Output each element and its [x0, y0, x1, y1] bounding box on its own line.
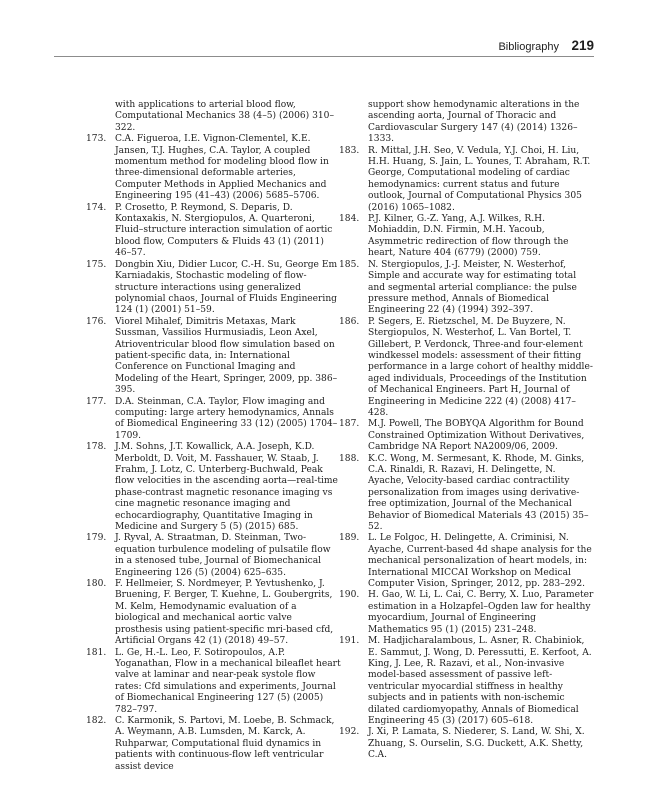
continuation-text: with applications to arterial blood flow, Computational Mechanics 38 (4–5) (2006) 310–322. [115, 100, 335, 133]
reference-number: 183. [339, 145, 360, 156]
reference-text: K.C. Wong, M. Sermesant, K. Rhode, M. Ginks, C.A. Rinaldi, R. Razavi, H. Delingette, N. Ayache, Velocity-based cardiac contractility personalization from images using derivative-free optimization, Journal of the Mechanical Behavior of Biomedical Materials 43 (2015) 35–52. [368, 453, 589, 533]
reference-text: Viorel Mihalef, Dimitris Metaxas, Mark Sussman, Vassilios Hurmusiadis, Leon Axel, Atrioventricular blood flow simulation based on patient-specific data, in: International Conference on Functional Imaging and Modeling of the Heart, Springer, 2009, pp. 386–395. [115, 316, 338, 396]
reference-text: J. Xi, P. Lamata, S. Niederer, S. Land, W. Shi, X. Zhuang, S. Ourselin, S.G. Duckett, A.K. Shetty, C.A. [368, 727, 585, 761]
reference-entry [86, 442, 341, 533]
reference-number: 181. [86, 647, 107, 658]
reference-number: 173. [86, 134, 107, 145]
reference-list-right [339, 146, 594, 762]
reference-entry [86, 716, 341, 773]
reference-text: Dongbin Xiu, Didier Lucor, C.-H. Su, George Em Karniadakis, Stochastic modeling of flow-structure interactions using generalized polynomial chaos, Journal of Fluids Engineering 124 (1) (2001) 51–59. [115, 259, 338, 316]
reference-text: P. Segers, E. Rietzschel, M. De Buyzere, N. Stergiopulos, N. Westerhof, L. Van Bortel, T. Gillebert, P. Verdonck, Three-and four-element windkessel models: assessment of their fitting performance in a large cohort of healthy middle-aged individuals, Proceedings of the Institution of Mechanical Engineers. Part H, Journal of Engineering in Medicine 222 (4) (2008) 417–428. [368, 316, 593, 418]
reference-number: 178. [86, 442, 107, 453]
reference-text: D.A. Steinman, C.A. Taylor, Flow imaging and computing: large artery hemodynamics, Annals of Biomedical Engineering 33 (12) (2005) 1704–1709. [115, 396, 338, 441]
left-column [86, 100, 341, 773]
reference-text: F. Hellmeier, S. Nordmeyer, P. Yevtushenko, J. Bruening, F. Berger, T. Kuehne, L. Goubergrits, M. Kelm, Hemodynamic evaluation of a biological and mechanical aortic valve prosthesis using patient-specific mri-based cfd, Artificial Organs 42 (1) (2018) 49–57. [115, 579, 334, 647]
running-head [498, 37, 594, 55]
page-number: 219 [571, 38, 594, 53]
reference-number: 176. [86, 316, 107, 327]
reference-entry [339, 214, 594, 260]
reference-number: 192. [339, 727, 360, 738]
reference-number: 180. [86, 579, 107, 590]
reference-entry [339, 590, 594, 636]
reference-text: M.J. Powell, The BOBYQA Algorithm for Bound Constrained Optimization Without Derivatives, Cambridge NA Report NA2009/06, 2009. [368, 419, 585, 453]
reference-entry [339, 419, 594, 453]
reference-number: 190. [339, 590, 360, 601]
reference-entry [339, 260, 594, 317]
reference-text: H. Gao, W. Li, L. Cai, C. Berry, X. Luo, Parameter estimation in a Holzapfel–Ogden law for healthy myocardium, Journal of Engineering Mathematics 95 (1) (2015) 231–248. [368, 590, 594, 635]
reference-number: 188. [339, 453, 360, 464]
reference-number: 186. [339, 316, 360, 327]
reference-entry [339, 317, 594, 420]
reference-number: 175. [86, 259, 107, 270]
reference-text: R. Mittal, J.H. Seo, V. Vedula, Y.J. Choi, H. Liu, H.H. Huang, S. Jain, L. Younes, T. Abraham, R.T. George, Computational modeling of cardiac hemodynamics: current status and future outlook, Journal of Computational Physics 305 (2016) 1065–1082. [368, 145, 591, 213]
reference-entry [86, 134, 341, 202]
reference-text: C.A. Figueroa, I.E. Vignon-Clementel, K.E. Jansen, T.J. Hughes, C.A. Taylor, A coupled momentum method for modeling blood flow in three-dimensional deformable arteries, Computer Methods in Applied Mechanics and Engineering 195 (41–43) (2006) 5685–5706. [115, 134, 329, 202]
reference-entry [86, 533, 341, 579]
reference-text: C. Karmonik, S. Partovi, M. Loebe, B. Schmack, A. Weymann, A.B. Lumsden, M. Karck, A. Ruhparwar, Computational fluid dynamics in patients with continuous-flow left ventricular assist device [115, 715, 335, 772]
reference-entry [86, 203, 341, 260]
section-title: Bibliography [498, 41, 560, 53]
reference-entry [86, 317, 341, 397]
reference-number: 177. [86, 396, 107, 407]
reference-entry [86, 260, 341, 317]
reference-text: P. Crosetto, P. Reymond, S. Deparis, D. Kontaxakis, N. Stergiopulos, A. Quarteroni, Fluid–structure interaction simulation of aortic blood flow, Computers & Fluids 43 (1) (2011) 46–57. [115, 202, 333, 259]
reference-text: J. Ryval, A. Straatman, D. Steinman, Two-equation turbulence modeling of pulsatile flow in a stenosed tube, Journal of Biomechanical Engineering 126 (5) (2004) 625–635. [115, 533, 331, 578]
reference-text: M. Hadjicharalambous, L. Asner, R. Chabiniok, E. Sammut, J. Wong, D. Peressutti, E. Kerfoot, A. King, J. Lee, R. Razavi, et al., Non-invasive model-based assessment of passive left-ventricular myocardial stiffness in healthy subjects and in patients with non-ischemic dilated cardiomyopathy, Annals of Biomedical Engineering 45 (3) (2017) 605–618. [368, 636, 592, 726]
reference-entry [86, 397, 341, 443]
reference-number: 187. [339, 419, 360, 430]
reference-list-left [86, 134, 341, 773]
reference-entry [339, 146, 594, 214]
reference-entry [339, 454, 594, 534]
reference-text: N. Stergiopulos, J.-J. Meister, N. Westerhof, Simple and accurate way for estimating total and segmental arterial compliance: the pulse pressure method, Annals of Biomedical Engineering 22 (4) (1994) 392–397. [368, 259, 577, 316]
reference-number: 185. [339, 259, 360, 270]
reference-text: L. Le Folgoc, H. Delingette, A. Criminisi, N. Ayache, Current-based 4d shape analysis for the mechanical personalization of heart models, in: International MICCAI Workshop on Medical Computer Vision, Springer, 2012, pp. 283–292. [368, 533, 592, 590]
reference-number: 189. [339, 533, 360, 544]
reference-number: 174. [86, 202, 107, 213]
reference-text: L. Ge, H.-L. Leo, F. Sotiropoulos, A.P. Yoganathan, Flow in a mechanical bileaflet heart valve at laminar and near-peak systole flow rates: Cfd simulations and experiments, Journal of Biomechanical Engineering 127 (5) (2005) 782–797. [115, 647, 341, 715]
reference-entry [86, 648, 341, 716]
reference-entry [339, 727, 594, 761]
reference-number: 191. [339, 636, 360, 647]
reference-text: J.M. Sohns, J.T. Kowallick, A.A. Joseph, K.D. Merboldt, D. Voit, M. Fasshauer, W. Staab, J. Frahm, J. Lotz, C. Unterberg-Buchwald, Peak flow velocities in the ascending aorta—real-time phase-contrast magnetic resonance imaging vs cine magnetic resonance imaging and echocardiography, Quantitative Imaging in Medicine and Surgery 5 (5) (2015) 685. [115, 442, 338, 533]
reference-number: 182. [86, 715, 107, 726]
reference-entry [339, 636, 594, 727]
right-column [339, 100, 594, 762]
header-rule [54, 56, 594, 57]
continuation-text: support show hemodynamic alterations in the ascending aorta, Journal of Thoracic and Cardiovascular Surgery 147 (4) (2014) 1326–1333. [368, 100, 580, 145]
reference-text: P.J. Kilner, G.-Z. Yang, A.J. Wilkes, R.H. Mohiaddin, D.N. Firmin, M.H. Yacoub, Asymmetric redirection of flow through the heart, Nature 404 (6779) (2000) 759. [368, 214, 569, 259]
reference-entry [339, 533, 594, 590]
reference-number: 179. [86, 533, 107, 544]
reference-number: 184. [339, 214, 360, 225]
reference-entry [86, 579, 341, 647]
